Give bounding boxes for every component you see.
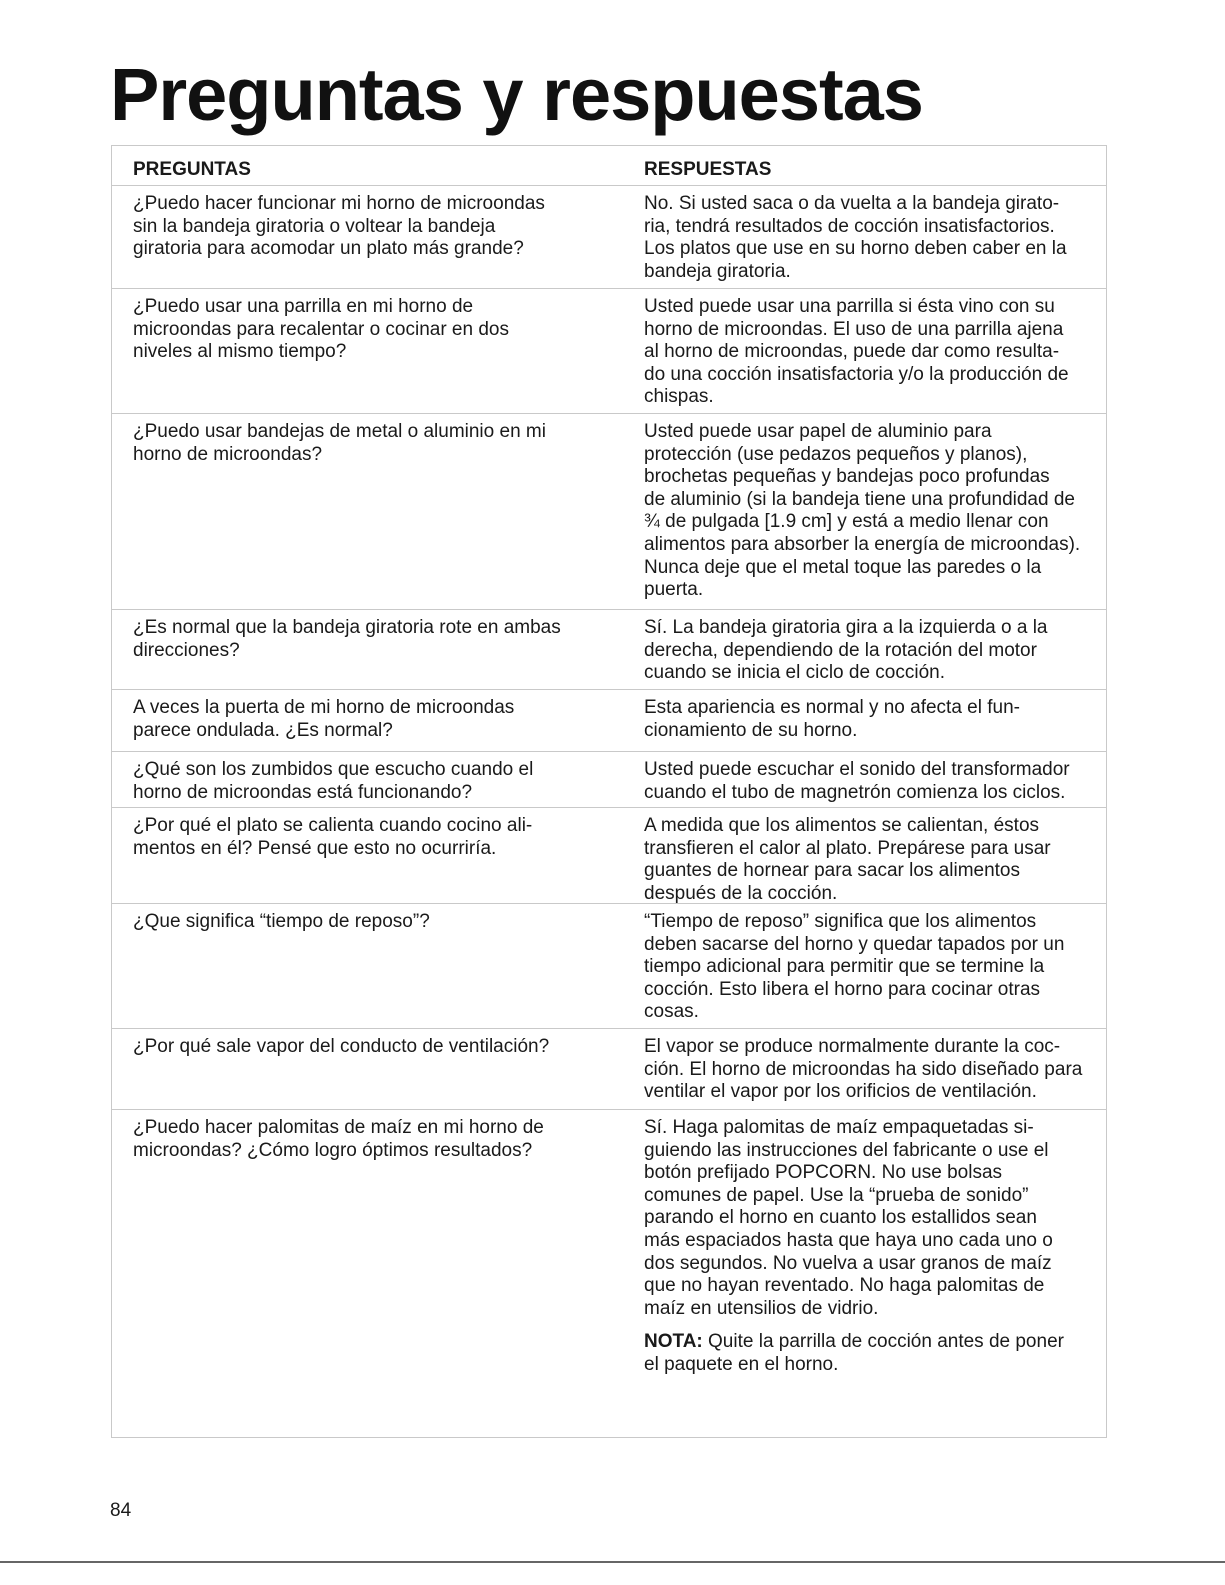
answer-text: A medida que los alimentos se calientan, éstos transfieren el calor al plato. Prepárese para usar guantes de hornear para sacar los alimentos después de la cocción.	[644, 815, 1051, 904]
note-text: Quite la parrilla de cocción antes de poner el paquete en el horno.	[644, 1331, 1064, 1375]
question-text: ¿Por qué el plato se calienta cuando cocino ali- mentos en él? Pensé que esto no ocurriría.	[133, 815, 533, 859]
answer-text: Sí. Haga palomitas de maíz empaquetadas si- guiendo las instrucciones del fabricante o use el botón prefijado POPCORN. No use bolsas comunes de papel. Use la “prueba de sonido” parando el horno en cuanto los estallidos sean más espaciados hasta que haya uno cada uno o dos segundos. No vuelva a usar granos de maíz que no hayan reventado. No haga palomitas de maíz en utensilios de vidrio.	[644, 1117, 1053, 1319]
question-text: ¿Es normal que la bandeja giratoria rote en ambas direcciones?	[133, 617, 561, 661]
page-number: 84	[110, 1500, 132, 1521]
table-row	[112, 689, 1106, 751]
table-row	[112, 609, 1106, 689]
answer-text: Esta apariencia es normal y no afecta el fun- cionamiento de su horno.	[644, 697, 1020, 741]
table-row	[112, 185, 1106, 288]
table-header-row	[112, 146, 1106, 185]
answer-text: Usted puede escuchar el sonido del transformador cuando el tubo de magnetrón comienza los ciclos.	[644, 759, 1070, 803]
note	[644, 1331, 1102, 1376]
table-row	[112, 288, 1106, 413]
footer-divider	[0, 1561, 1225, 1563]
questions-column-header: PREGUNTAS	[133, 159, 251, 180]
table-row	[112, 1028, 1106, 1109]
table-row	[112, 751, 1106, 807]
table-row	[112, 807, 1106, 903]
qa-table	[111, 145, 1107, 1438]
note-label: NOTA:	[644, 1331, 703, 1353]
question-text: ¿Puedo hacer funcionar mi horno de microondas sin la bandeja giratoria o voltear la bandeja giratoria para acomodar un plato más grande?	[133, 193, 545, 260]
page-title: Preguntas y respuestas	[110, 53, 923, 136]
question-text: A veces la puerta de mi horno de microondas parece ondulada. ¿Es normal?	[133, 697, 515, 741]
question-text: ¿Puedo usar bandejas de metal o aluminio en mi horno de microondas?	[133, 421, 546, 465]
answer-text: El vapor se produce normalmente durante la coc- ción. El horno de microondas ha sido diseñado para ventilar el vapor por los orificios de ventilación.	[644, 1036, 1083, 1103]
question-text: ¿Qué son los zumbidos que escucho cuando el horno de microondas está funcionando?	[133, 759, 534, 803]
table-row	[112, 903, 1106, 1028]
answer-text: Usted puede usar una parrilla si ésta vino con su horno de microondas. El uso de una parrilla ajena al horno de microondas, puede dar como resulta- do una cocción insatisfactoria y/o la producción de chispas.	[644, 296, 1069, 408]
answer-text: “Tiempo de reposo” significa que los alimentos deben sacarse del horno y quedar tapados por un tiempo adicional para permitir que se termine la cocción. Esto libera el horno para cocinar otras cosas.	[644, 911, 1065, 1023]
answer-text: No. Si usted saca o da vuelta a la bandeja girato- ria, tendrá resultados de cocción insatisfactorios. Los platos que use en su horno deben caber en la bandeja giratoria.	[644, 193, 1067, 282]
question-text: ¿Por qué sale vapor del conducto de ventilación?	[133, 1036, 550, 1057]
answers-column-header: RESPUESTAS	[644, 159, 772, 180]
answer-text: Usted puede usar papel de aluminio para protección (use pedazos pequeños y planos), brochetas pequeñas y bandejas poco profundas de aluminio (si la bandeja tiene una profundidad de ¾ de pulgada [1.9 cm] y está a medio llenar con alimentos para absorber la energía de microondas). Nunca deje que el metal toque las paredes o la puerta.	[644, 421, 1081, 601]
question-text: ¿Puedo hacer palomitas de maíz en mi horno de microondas? ¿Cómo logro óptimos resultados?	[133, 1117, 544, 1161]
table-row	[112, 1109, 1106, 1437]
question-text: ¿Puedo usar una parrilla en mi horno de microondas para recalentar o cocinar en dos niveles al mismo tiempo?	[133, 296, 509, 363]
table-row	[112, 413, 1106, 609]
answer-cell	[620, 1110, 1106, 1437]
question-text: ¿Que significa “tiempo de reposo”?	[133, 911, 430, 932]
answer-text: Sí. La bandeja giratoria gira a la izquierda o a la derecha, dependiendo de la rotación del motor cuando se inicia el ciclo de cocción.	[644, 617, 1048, 684]
